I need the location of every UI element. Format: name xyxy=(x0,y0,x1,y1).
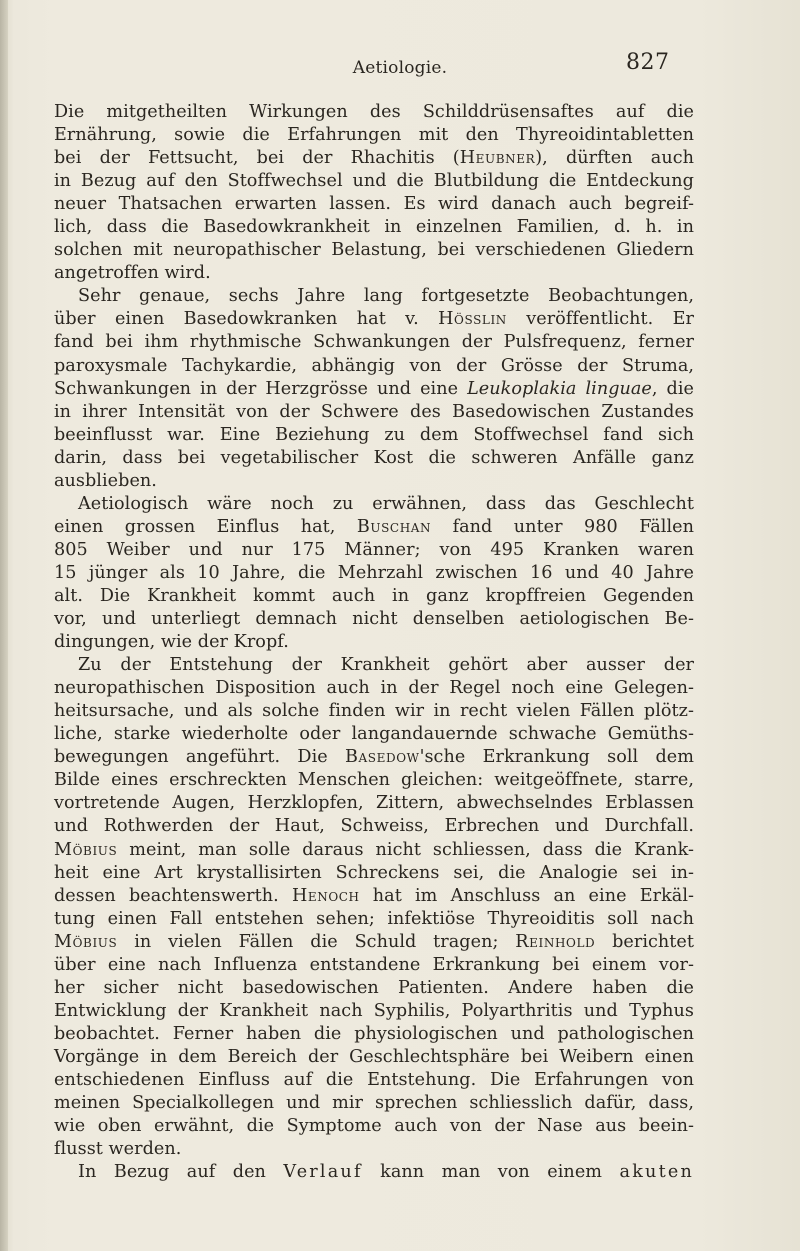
text-line: Vorgänge in dem Bereich der Geschlechtsphäre bei Weibern einen xyxy=(54,1046,694,1067)
text-line: Entwicklung der Krankheit nach Syphilis, Polyarthritis und Typhus xyxy=(54,1000,694,1021)
text-line: flusst werden. xyxy=(54,1139,182,1160)
running-head: Aetiologie. xyxy=(352,58,448,78)
text-line: in Bezug auf den Stoffwechsel und die Blutbildung die Entdeckung xyxy=(54,171,694,192)
text-line: heit eine Art krystallisirten Schreckens sei, die Analogie sei in- xyxy=(54,862,694,883)
text-line: dingungen, wie der Kropf. xyxy=(54,632,289,653)
text-line: Möbius meint, man solle daraus nicht schliessen, dass die Krank- xyxy=(54,839,694,860)
text-line: liche, starke wiederholte oder langandauernde schwache Gemüths- xyxy=(54,724,694,745)
page-number: 827 xyxy=(626,50,670,75)
author-name: Möbius xyxy=(54,839,118,860)
text-line: ausblieben. xyxy=(54,470,157,491)
text-line: in ihrer Intensität von der Schwere des Basedowischen Zustandes xyxy=(54,401,694,422)
text-line: Die mitgetheilten Wirkungen des Schilddrüsensaftes auf die xyxy=(54,102,694,122)
author-name: Buschan xyxy=(356,516,432,537)
text-line: bewegungen angeführt. Die Basedow'sche Erkrankung soll dem xyxy=(54,747,695,768)
text-line: vortretende Augen, Herzklopfen, Zittern, abwechselndes Erblassen xyxy=(54,793,694,814)
text-line: tung einen Fall entstehen sehen; infektiöse Thyreoiditis soll nach xyxy=(54,908,694,929)
text-line: dessen beachtenswerth. Henoch hat im Anschluss an eine Erkäl- xyxy=(54,885,694,906)
text-line: meinen Specialkollegen und mir sprechen schliesslich dafür, dass, xyxy=(54,1093,694,1114)
text-line: bei der Fettsucht, bei der Rhachitis (Heubner), dürften auch xyxy=(54,148,694,169)
body-text xyxy=(54,101,694,1184)
text-line: fand bei ihm rhythmische Schwankungen der Pulsfrequenz, ferner xyxy=(54,332,694,353)
text-line: darin, dass bei vegetabilischer Kost die schweren Anfälle ganz xyxy=(54,447,694,468)
text-line: und Rothwerden der Haut, Schweiss, Erbrechen und Durchfall. xyxy=(54,816,694,837)
text-line: neuropathischen Disposition auch in der Regel noch eine Gelegen- xyxy=(54,678,694,699)
text-line: 15 jünger als 10 Jahre, die Mehrzahl zwischen 16 und 40 Jahre xyxy=(54,562,694,583)
author-name: Henoch xyxy=(291,885,360,906)
text-line: Ernährung, sowie die Erfahrungen mit den Thyreoidintabletten xyxy=(54,125,694,146)
text-line: angetroffen wird. xyxy=(54,263,211,284)
author-name: Basedow xyxy=(345,747,420,768)
text-line: neuer Thatsachen erwarten lassen. Es wird danach auch begreif- xyxy=(54,194,694,215)
text-line: 805 Weiber und nur 175 Männer; von 495 Kranken waren xyxy=(54,539,694,560)
text-line: vor, und unterliegt demnach nicht denselben aetiologischen Be- xyxy=(54,609,694,630)
text-line: Sehr genaue, sechs Jahre lang fortgesetzte Beobachtungen, xyxy=(78,286,694,307)
author-name: Heubner xyxy=(459,148,536,169)
text-line: Aetiologisch wäre noch zu erwähnen, dass das Geschlecht xyxy=(78,493,694,514)
page-header xyxy=(0,50,800,80)
text-line: einen grossen Einflus hat, Buschan fand unter 980 Fällen xyxy=(54,516,695,537)
text-line: über eine nach Influenza entstandene Erkrankung bei einem vor- xyxy=(54,954,694,975)
text-line: Zu der Entstehung der Krankheit gehört aber ausser der xyxy=(78,655,694,676)
text-line: In Bezug auf den Verlauf kann man von einem akuten xyxy=(78,1162,694,1183)
text-line: her sicher nicht basedowischen Patienten. Andere haben die xyxy=(54,977,694,998)
text-line: lich, dass die Basedowkrankheit in einzelnen Familien, d. h. in xyxy=(54,217,694,238)
text-line: solchen mit neuropathischer Belastung, bei verschiedenen Gliedern xyxy=(54,240,694,261)
text-line: Bilde eines erschreckten Menschen gleichen: weitgeöffnete, starre, xyxy=(54,770,694,791)
spaced-term: Verlauf xyxy=(283,1162,363,1183)
text-line: beeinflusst war. Eine Beziehung zu dem Stoffwechsel fand sich xyxy=(54,424,694,445)
author-name: Hösslin xyxy=(438,309,507,330)
text-line: Schwankungen in der Herzgrösse und eine Leukoplakia linguae, die xyxy=(54,378,694,399)
italic-term: Leukoplakia linguae xyxy=(467,378,652,399)
text-line: Möbius in vielen Fällen die Schuld tragen; Reinhold berichtet xyxy=(54,931,694,952)
text-line: über einen Basedowkranken hat v. Hösslin veröffentlicht. Er xyxy=(54,309,694,330)
page-spine-shadow xyxy=(0,0,8,1251)
spaced-term: akuten xyxy=(619,1162,694,1183)
text-line: entschiedenen Einfluss auf die Entstehung. Die Erfahrungen von xyxy=(54,1069,694,1090)
author-name: Möbius xyxy=(54,931,118,952)
text-line: heitsursache, und als solche finden wir in recht vielen Fällen plötz- xyxy=(54,701,694,722)
text-line: paroxysmale Tachykardie, abhängig von der Grösse der Struma, xyxy=(54,355,694,376)
text-line: wie oben erwähnt, die Symptome auch von der Nase aus beein- xyxy=(54,1116,694,1137)
text-line: beobachtet. Ferner haben die physiologischen und pathologischen xyxy=(54,1023,694,1044)
author-name: Reinhold xyxy=(515,931,596,952)
text-line: alt. Die Krankheit kommt auch in ganz kropffreien Gegenden xyxy=(54,585,694,606)
